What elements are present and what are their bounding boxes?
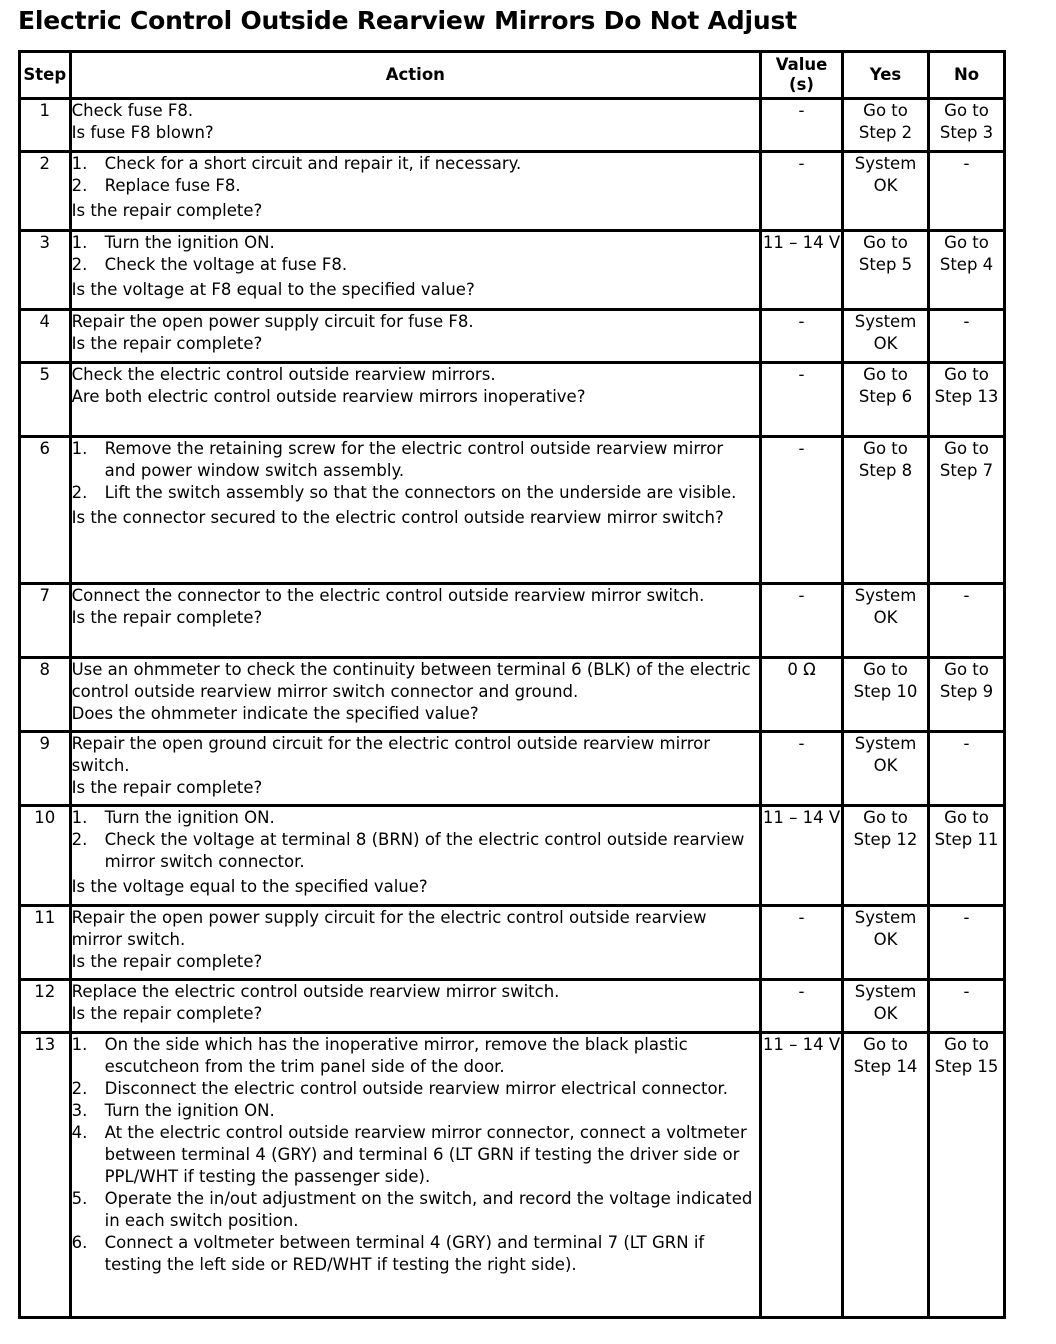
list-item	[72, 175, 759, 197]
list-item	[72, 1078, 759, 1100]
yes-cell: System OK	[844, 585, 930, 659]
step-number: 5	[21, 364, 72, 438]
action-cell	[72, 364, 762, 438]
table-row	[21, 907, 1006, 981]
step-number: 2	[21, 153, 72, 232]
header-step: Step	[21, 53, 72, 100]
header-action: Action	[72, 53, 762, 100]
action-line: Is the repair complete?	[71, 952, 263, 971]
value-cell: -	[762, 907, 844, 981]
list-item	[72, 1100, 759, 1122]
list-item-number: 2.	[71, 176, 88, 195]
list-item	[72, 1122, 759, 1188]
table-row	[21, 438, 1006, 585]
no-cell: -	[930, 585, 1006, 659]
value-cell: -	[762, 981, 844, 1034]
no-cell: Go to Step 3	[930, 100, 1006, 153]
step-number: 1	[21, 100, 72, 153]
list-item	[72, 232, 759, 254]
list-item	[72, 254, 759, 276]
action-line: Is the repair complete?	[71, 334, 263, 353]
action-cell	[72, 153, 762, 232]
action-steps-list	[72, 232, 759, 276]
list-item-text: On the side which has the inoperative mirror, remove the black plastic escutcheon from the trim panel side of the door.	[104, 1035, 688, 1076]
action-steps-list	[72, 1034, 759, 1276]
action-line: Is the repair complete?	[71, 778, 263, 797]
no-cell: Go to Step 4	[930, 232, 1006, 311]
action-line: Repair the open power supply circuit for fuse F8.	[71, 312, 474, 331]
table-row	[21, 733, 1006, 807]
table-body	[21, 100, 1006, 1319]
action-line: Repair the open power supply circuit for the electric control outside rearview mirror switch.	[71, 908, 707, 949]
value-cell: -	[762, 153, 844, 232]
list-item-text: Check the voltage at fuse F8.	[104, 255, 348, 274]
no-cell: -	[930, 733, 1006, 807]
header-no: No	[930, 53, 1006, 100]
list-item	[72, 1034, 759, 1078]
list-item-number: 2.	[71, 483, 88, 502]
action-cell	[72, 981, 762, 1034]
value-cell: 11 – 14 V	[762, 1034, 844, 1319]
action-steps-list	[72, 807, 759, 873]
step-number: 7	[21, 585, 72, 659]
list-item-number: 2.	[71, 255, 88, 274]
action-question: Is the voltage equal to the specified value?	[71, 877, 428, 896]
yes-cell: Go to Step 10	[844, 659, 930, 733]
header-yes: Yes	[844, 53, 930, 100]
value-cell: 11 – 14 V	[762, 807, 844, 907]
table-row	[21, 1034, 1006, 1319]
yes-cell: Go to Step 8	[844, 438, 930, 585]
list-item-number: 1.	[71, 233, 88, 252]
list-item-text: Turn the ignition ON.	[104, 233, 275, 252]
value-cell: -	[762, 585, 844, 659]
action-steps-list	[72, 438, 759, 504]
action-line: Is the repair complete?	[71, 1004, 263, 1023]
list-item-text: At the electric control outside rearview mirror connector, connect a voltmeter between terminal 4 (GRY) and terminal 6 (LT GRN if testing the driver side or PPL/WHT if testing the passenger side).	[104, 1123, 747, 1186]
action-line: Does the ohmmeter indicate the specified value?	[71, 704, 479, 723]
value-cell: -	[762, 364, 844, 438]
no-cell: Go to Step 15	[930, 1034, 1006, 1319]
list-item	[72, 1188, 759, 1232]
list-item	[72, 1232, 759, 1276]
action-steps-list	[72, 153, 759, 197]
step-number: 3	[21, 232, 72, 311]
list-item	[72, 829, 759, 873]
list-item	[72, 153, 759, 175]
action-cell	[72, 1034, 762, 1319]
list-item-number: 2.	[71, 830, 88, 849]
no-cell: Go to Step 7	[930, 438, 1006, 585]
list-item-number: 4.	[71, 1123, 88, 1142]
value-cell: -	[762, 438, 844, 585]
action-line: Check the electric control outside rearview mirrors.	[71, 365, 496, 384]
list-item-text: Turn the ignition ON.	[104, 808, 275, 827]
list-item-text: Remove the retaining screw for the electric control outside rearview mirror and power window switch assembly.	[104, 439, 724, 480]
header-row	[21, 53, 1006, 100]
list-item-text: Turn the ignition ON.	[104, 1101, 275, 1120]
action-question: Is the connector secured to the electric control outside rearview mirror switch?	[71, 508, 724, 527]
action-line: Is the repair complete?	[71, 608, 263, 627]
yes-cell: Go to Step 14	[844, 1034, 930, 1319]
yes-cell: Go to Step 12	[844, 807, 930, 907]
step-number: 9	[21, 733, 72, 807]
action-cell	[72, 807, 762, 907]
step-number: 8	[21, 659, 72, 733]
yes-cell: Go to Step 6	[844, 364, 930, 438]
list-item-text: Check for a short circuit and repair it, if necessary.	[104, 154, 522, 173]
action-line: Repair the open ground circuit for the electric control outside rearview mirror switch.	[71, 734, 710, 775]
action-cell	[72, 907, 762, 981]
table-row	[21, 232, 1006, 311]
table-row	[21, 100, 1006, 153]
no-cell: Go to Step 9	[930, 659, 1006, 733]
yes-cell: Go to Step 5	[844, 232, 930, 311]
value-cell: -	[762, 100, 844, 153]
action-cell	[72, 438, 762, 585]
list-item-text: Connect a voltmeter between terminal 4 (GRY) and terminal 7 (LT GRN if testing the left side or RED/WHT if testing the right side).	[104, 1233, 705, 1274]
diagnostic-table	[18, 50, 1006, 1319]
yes-cell: System OK	[844, 981, 930, 1034]
yes-cell: System OK	[844, 311, 930, 364]
table-row	[21, 981, 1006, 1034]
list-item	[72, 438, 759, 482]
table-row	[21, 364, 1006, 438]
action-line: Is fuse F8 blown?	[71, 123, 214, 142]
no-cell: -	[930, 153, 1006, 232]
list-item-number: 6.	[71, 1233, 88, 1252]
step-number: 4	[21, 311, 72, 364]
value-cell: 0 Ω	[762, 659, 844, 733]
yes-cell: System OK	[844, 153, 930, 232]
list-item-number: 1.	[71, 808, 88, 827]
header-value-label: Value (s)	[775, 55, 828, 94]
action-question: Is the voltage at F8 equal to the specified value?	[71, 280, 475, 299]
table-row	[21, 807, 1006, 907]
step-number: 10	[21, 807, 72, 907]
action-cell	[72, 232, 762, 311]
action-line: Check fuse F8.	[71, 101, 194, 120]
list-item-text: Disconnect the electric control outside rearview mirror electrical connector.	[104, 1079, 729, 1098]
action-line: Replace the electric control outside rearview mirror switch.	[71, 982, 560, 1001]
list-item-text: Operate the in/out adjustment on the switch, and record the voltage indicated in each switch position.	[104, 1189, 753, 1230]
action-line: Use an ohmmeter to check the continuity between terminal 6 (BLK) of the electric control outside rearview mirror switch connector and ground.	[71, 660, 751, 701]
action-line: Are both electric control outside rearview mirrors inoperative?	[71, 387, 586, 406]
header-value	[762, 53, 844, 100]
list-item-number: 3.	[71, 1101, 88, 1120]
action-cell	[72, 659, 762, 733]
action-cell	[72, 311, 762, 364]
action-question: Is the repair complete?	[71, 201, 263, 220]
page-title: Electric Control Outside Rearview Mirrors Do Not Adjust	[18, 6, 797, 35]
no-cell: -	[930, 907, 1006, 981]
list-item-number: 5.	[71, 1189, 88, 1208]
no-cell: -	[930, 981, 1006, 1034]
step-number: 13	[21, 1034, 72, 1319]
yes-cell: System OK	[844, 733, 930, 807]
action-cell	[72, 100, 762, 153]
list-item	[72, 807, 759, 829]
table-row	[21, 153, 1006, 232]
action-cell	[72, 733, 762, 807]
list-item-text: Check the voltage at terminal 8 (BRN) of the electric control outside rearview mirror switch connector.	[104, 830, 745, 871]
step-number: 6	[21, 438, 72, 585]
value-cell: -	[762, 311, 844, 364]
value-cell: 11 – 14 V	[762, 232, 844, 311]
table-row	[21, 659, 1006, 733]
list-item-number: 1.	[71, 1035, 88, 1054]
no-cell: -	[930, 311, 1006, 364]
list-item-text: Replace fuse F8.	[104, 176, 241, 195]
yes-cell: Go to Step 2	[844, 100, 930, 153]
value-cell: -	[762, 733, 844, 807]
table-row	[21, 311, 1006, 364]
action-line: Connect the connector to the electric control outside rearview mirror switch.	[71, 586, 705, 605]
action-cell	[72, 585, 762, 659]
yes-cell: System OK	[844, 907, 930, 981]
no-cell: Go to Step 13	[930, 364, 1006, 438]
list-item-number: 2.	[71, 1079, 88, 1098]
list-item	[72, 482, 759, 504]
step-number: 12	[21, 981, 72, 1034]
table-row	[21, 585, 1006, 659]
list-item-number: 1.	[71, 439, 88, 458]
no-cell: Go to Step 11	[930, 807, 1006, 907]
list-item-number: 1.	[71, 154, 88, 173]
step-number: 11	[21, 907, 72, 981]
list-item-text: Lift the switch assembly so that the connectors on the underside are visible.	[104, 483, 737, 502]
